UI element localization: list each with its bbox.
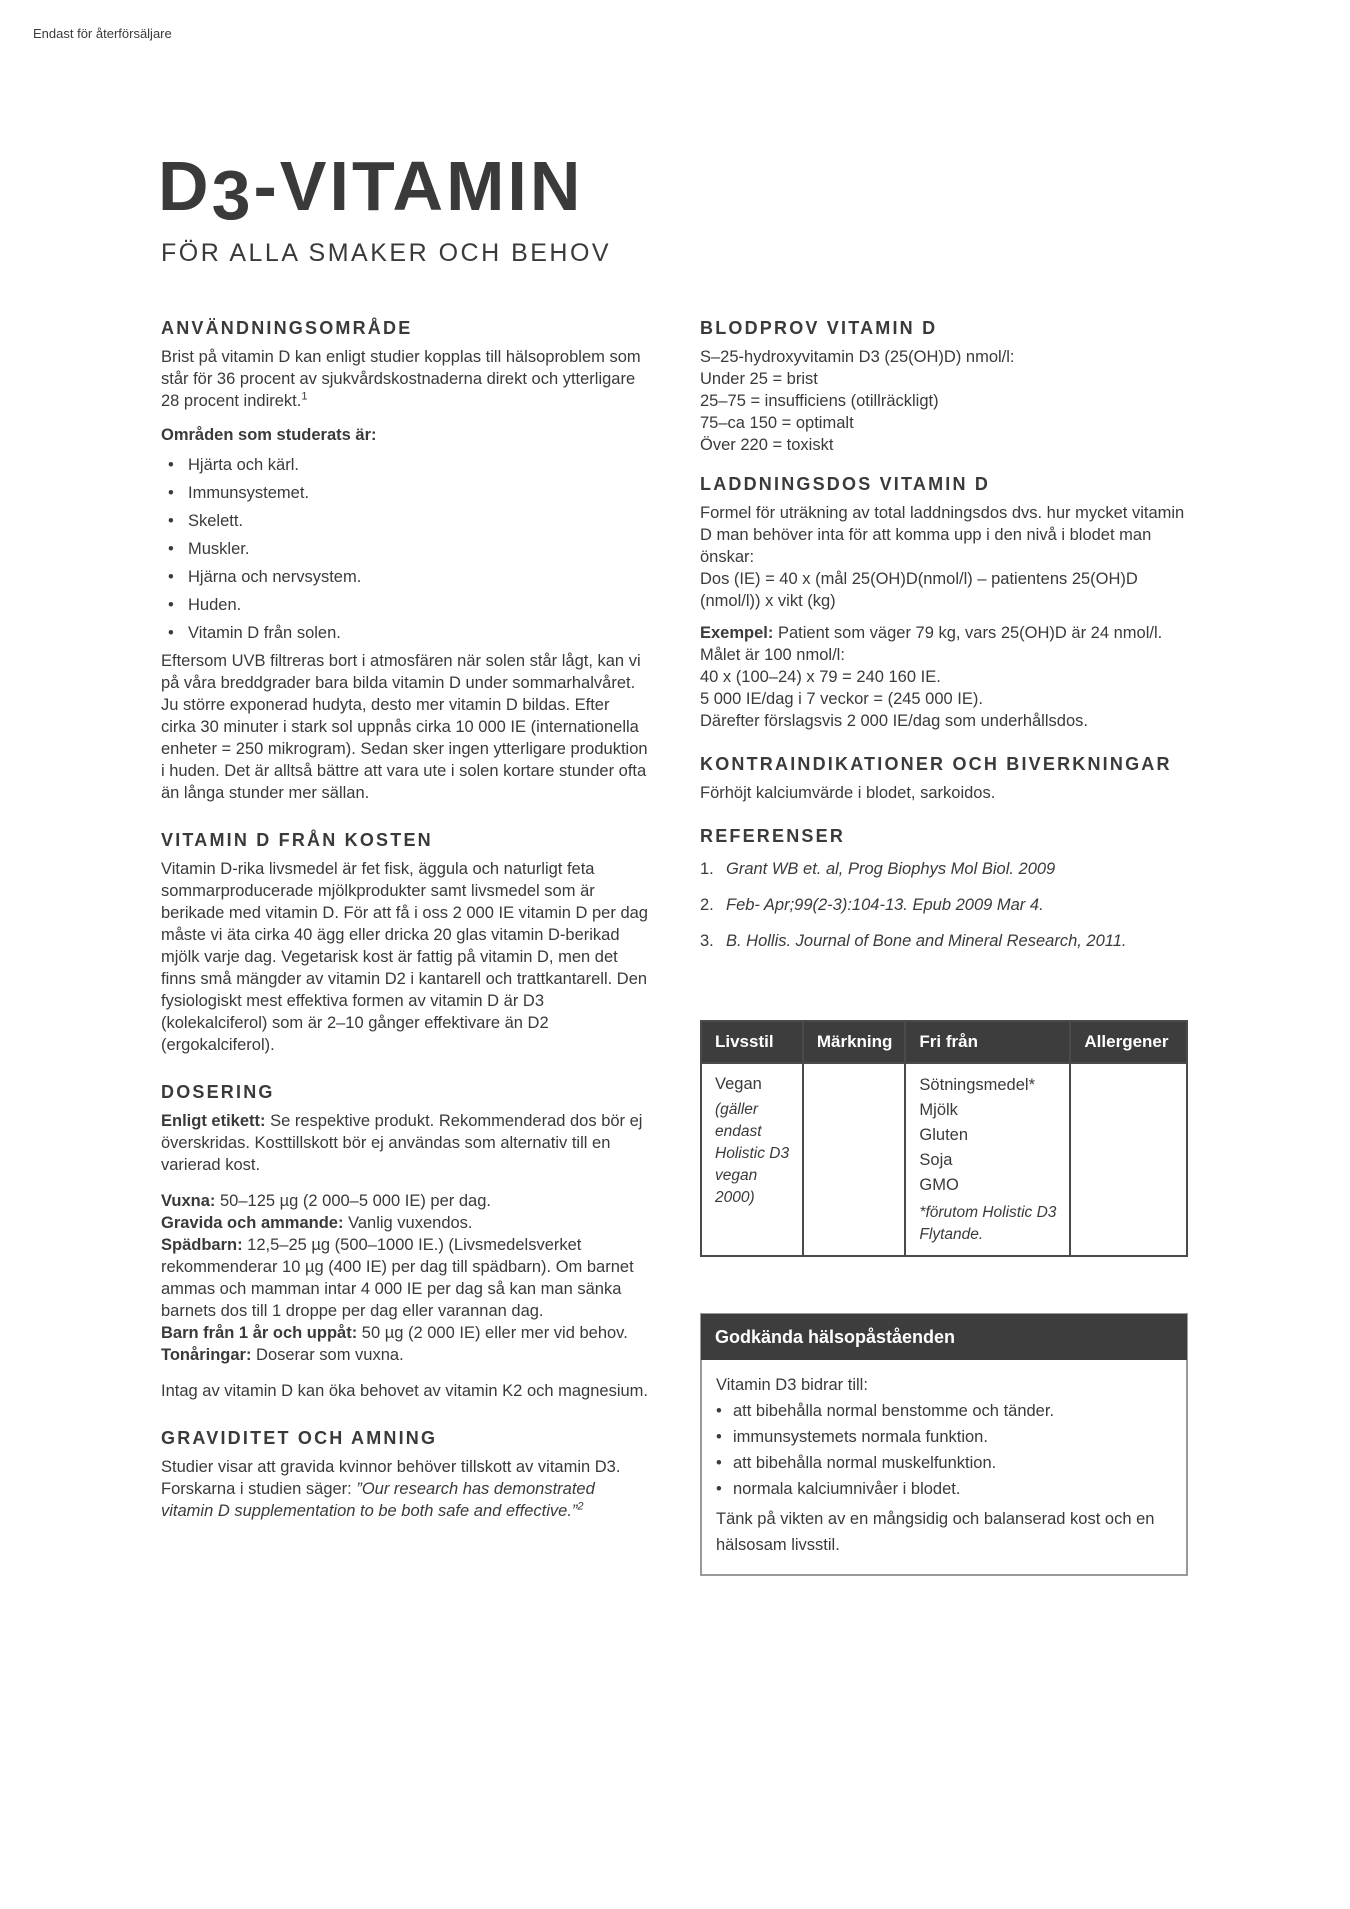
- title-letter-d: D: [158, 147, 212, 225]
- health-claim-item: • normala kalciumnivåer i blodet.: [716, 1476, 1172, 1502]
- section-heading-contraindications: KONTRAINDIKATIONER OCH BIVERKNINGAR: [700, 754, 1172, 774]
- blood-test-line: 25–75 = insufficiens (otillräckligt): [700, 392, 939, 410]
- health-claims-footer: Tänk på vikten av en mångsidig och balanserad kost och en hälsosam livsstil.: [716, 1510, 1155, 1554]
- references-list: [700, 858, 1188, 952]
- page-subtitle: FÖR ALLA SMAKER OCH BEHOV: [161, 239, 612, 267]
- example-calculation-lines: [700, 666, 1188, 732]
- fri-fran-item: Gluten: [919, 1126, 969, 1144]
- fri-fran-note: *förutom Holistic D3 Flytande.: [919, 1204, 1057, 1243]
- contraindications-paragraph: Förhöjt kalciumvärde i blodet, sarkoidos.: [700, 784, 996, 802]
- section-heading-pregnancy: GRAVIDITET OCH AMNING: [161, 1428, 438, 1448]
- sun-paragraph: Eftersom UVB filtreras bort i atmosfären när solen står lågt, kan vi på våra breddgrader bara bilda vitamin D under sommarhalvåret. Ju större exponerad hudyta, desto mer vitamin D bildas. Efter cirka 30 minuter i stark sol uppnås cirka 10 000 IE (internationella enheter = 250 mikrogram). Sedan sker ingen ytterligare produktion i huden. Det är alltså bättre att vara ute i solen kortare stunder ofta än långa stunder mer sällan.: [161, 652, 648, 802]
- usage-intro-paragraph: [161, 346, 648, 412]
- reference-number: 1.: [700, 860, 714, 878]
- example-line: Därefter förslagsvis 2 000 IE/dag som underhållsdos.: [700, 712, 1088, 730]
- table-header-livsstil: Livsstil: [701, 1021, 803, 1063]
- bullet-item: • Huden.: [161, 594, 648, 616]
- dosing-line-text: 50–125 µg (2 000–5 000 IE) per dag.: [215, 1192, 491, 1210]
- section-heading-dosing: DOSERING: [161, 1082, 275, 1102]
- dosing-line: [161, 1344, 648, 1366]
- reference-number: 3.: [700, 932, 714, 950]
- fri-fran-item: Soja: [919, 1151, 953, 1169]
- blood-test-lines: [700, 346, 1188, 456]
- loading-intro-paragraph: Formel för uträkning av total laddningsdos dvs. hur mycket vitamin D man behöver inta för att komma upp i den nivå i blodet man önskar:: [700, 504, 1185, 566]
- footnote-ref-2: 2: [577, 1500, 584, 1513]
- section-heading-blood-test: BLODPROV VITAMIN D: [700, 318, 938, 338]
- cell-markning: [803, 1063, 906, 1256]
- dosing-line-text: 50 µg (2 000 IE) eller mer vid behov.: [357, 1324, 628, 1342]
- example-text: Patient som väger 79 kg, vars 25(OH)D är 24 nmol/l. Målet är 100 nmol/l:: [700, 624, 1163, 664]
- food-paragraph: Vitamin D-rika livsmedel är fet fisk, äggula och naturligt feta sommarproducerade mjölkprodukter samt livsmedel som är berikade med vitamin D. För att få i oss 2 000 IE vitamin D per dag måste vi äta cirka 40 ägg eller dricka 20 glas vitamin D-berikad mjölk varje dag. Vegetarisk kost är fattig på vitamin D, men det finns små mängder av vitamin D2 i kantarell och trattkantarell. Den fysiologiskt mest effektiva formen av vitamin D är D3 (kolekalciferol) som är 2–10 gånger effektivare än D2 (ergokalciferol).: [161, 860, 648, 1054]
- bullet-item: • Vitamin D från solen.: [161, 622, 648, 644]
- dosing-line-label: Gravida och ammande:: [161, 1214, 344, 1232]
- dosing-line: [161, 1234, 648, 1322]
- dosing-line-label: Spädbarn:: [161, 1236, 243, 1254]
- health-claims-banner: Godkända hälsopåståenden: [701, 1314, 1187, 1360]
- studied-areas-label: [161, 424, 648, 446]
- dosing-line-label: Tonåringar:: [161, 1346, 252, 1364]
- pregnancy-quote: ”Our research has demonstrated vitamin D supplementation to be both safe and effective.”: [161, 1480, 595, 1520]
- table-header-row: [701, 1021, 1187, 1063]
- reference-text: Grant WB et. al, Prog Biophys Mol Biol. 2009: [726, 860, 1056, 878]
- bullet-item: • Hjärta och kärl.: [161, 454, 648, 476]
- dosing-line-text: 12,5–25 µg (500–1000 IE.) (Livsmedelsverket rekommenderar 10 µg (400 IE) per dag till spädbarn). Om barnet ammas och mamman intar 4 000 IE per dag så kan man sänka barnets dos till 1 droppe per dag eller varannan dag.: [161, 1236, 634, 1320]
- dosing-line: [161, 1322, 648, 1344]
- dosing-etikett-text: Se respektive produkt. Rekommenderad dos bör ej överskridas. Kosttillskott bör ej användas som alternativ till en varierad kost.: [161, 1112, 643, 1174]
- dosing-line-label: Barn från 1 år och uppåt:: [161, 1324, 358, 1342]
- dosing-line-text: Doserar som vuxna.: [251, 1346, 404, 1364]
- bullet-item: • Hjärna och nervsystem.: [161, 566, 648, 588]
- example-line: 40 x (100–24) x 79 = 240 160 IE.: [700, 668, 941, 686]
- dosing-etikett-label: Enligt etikett:: [161, 1112, 266, 1130]
- dosing-label-paragraph: [161, 1110, 648, 1176]
- footnote-ref-1: 1: [301, 390, 308, 403]
- cell-fri-fran: [905, 1063, 1070, 1256]
- reference-text: Feb- Apr;99(2-3):104-13. Epub 2009 Mar 4.: [726, 896, 1044, 914]
- health-claims-list: [716, 1398, 1172, 1502]
- livsstil-value: Vegan: [715, 1075, 762, 1093]
- example-label: Exempel:: [700, 624, 774, 642]
- health-claim-item: • att bibehålla normal benstomme och tänder.: [716, 1398, 1172, 1424]
- dosing-line-text: Vanlig vuxendos.: [343, 1214, 473, 1232]
- section-heading-loading-dose: LADDNINGSDOS VITAMIN D: [700, 474, 991, 494]
- reference-item: [700, 894, 1188, 916]
- fri-fran-item: Mjölk: [919, 1101, 958, 1119]
- cell-livsstil: [701, 1063, 803, 1256]
- blood-test-line: Över 220 = toxiskt: [700, 436, 834, 454]
- reference-number: 2.: [700, 896, 714, 914]
- bullet-item: • Muskler.: [161, 538, 648, 560]
- blood-test-line: S–25-hydroxyvitamin D3 (25(OH)D) nmol/l:: [700, 348, 1015, 366]
- bullet-item: • Immunsystemet.: [161, 482, 648, 504]
- table-header-fri-fran: Fri från: [905, 1021, 1070, 1063]
- dosing-lines: [161, 1190, 648, 1366]
- fri-fran-item: Sötningsmedel*: [919, 1076, 1035, 1094]
- section-heading-usage: ANVÄNDNINGSOMRÅDE: [161, 318, 413, 338]
- livsstil-note: (gäller endast Holistic D3 vegan 2000): [715, 1101, 790, 1206]
- health-claim-item: • att bibehålla normal muskelfunktion.: [716, 1450, 1172, 1476]
- loading-formula: Dos (IE) = 40 x (mål 25(OH)D(nmol/l) – patientens 25(OH)D (nmol/l)) x vikt (kg): [700, 570, 1138, 610]
- fri-fran-item: GMO: [919, 1176, 959, 1194]
- health-claims-body: [702, 1360, 1186, 1574]
- studied-areas-label-text: Områden som studerats är:: [161, 426, 377, 444]
- blood-test-line: 75–ca 150 = optimalt: [700, 414, 854, 432]
- disclaimer-text: Endast för återförsäljare: [33, 26, 172, 41]
- example-line: 5 000 IE/dag i 7 veckor = (245 000 IE).: [700, 690, 983, 708]
- table-header-markning: Märkning: [803, 1021, 906, 1063]
- usage-intro-text: Brist på vitamin D kan enligt studier kopplas till hälsoproblem som står för 36 procent av sjukvårdskostnaderna direkt och ytterligare 28 procent indirekt.: [161, 348, 641, 410]
- title-suffix: -VITAMIN: [253, 147, 584, 225]
- example-paragraph: [700, 622, 1188, 666]
- page-title: [158, 147, 584, 235]
- health-claims-intro: Vitamin D3 bidrar till:: [716, 1376, 868, 1394]
- pregnancy-text: Studier visar att gravida kvinnor behöver tillskott av vitamin D3. Forskarna i studien säger:: [161, 1458, 621, 1498]
- blood-test-line: Under 25 = brist: [700, 370, 818, 388]
- studied-areas-list: [161, 454, 648, 644]
- title-digit-3: 3: [211, 156, 254, 235]
- reference-text: B. Hollis. Journal of Bone and Mineral Research, 2011.: [726, 932, 1127, 950]
- pregnancy-paragraph: [161, 1456, 648, 1522]
- dosing-line: [161, 1190, 648, 1212]
- table-row: [701, 1063, 1187, 1256]
- cell-allergener: [1070, 1063, 1187, 1256]
- section-heading-references: REFERENSER: [700, 826, 846, 846]
- dosing-line: [161, 1212, 648, 1234]
- dosing-line-label: Vuxna:: [161, 1192, 216, 1210]
- bullet-item: • Skelett.: [161, 510, 648, 532]
- product-attributes-table: [700, 1020, 1188, 1257]
- section-heading-food: VITAMIN D FRÅN KOSTEN: [161, 830, 433, 850]
- reference-item: [700, 858, 1188, 880]
- health-claim-item: • immunsystemets normala funktion.: [716, 1424, 1172, 1450]
- right-column: [700, 316, 1188, 1576]
- left-column: [161, 316, 648, 1522]
- health-claims-box: [700, 1313, 1188, 1576]
- table-header-allergener: Allergener: [1070, 1021, 1187, 1063]
- reference-item: [700, 930, 1188, 952]
- k2-note-paragraph: Intag av vitamin D kan öka behovet av vitamin K2 och magnesium.: [161, 1382, 648, 1400]
